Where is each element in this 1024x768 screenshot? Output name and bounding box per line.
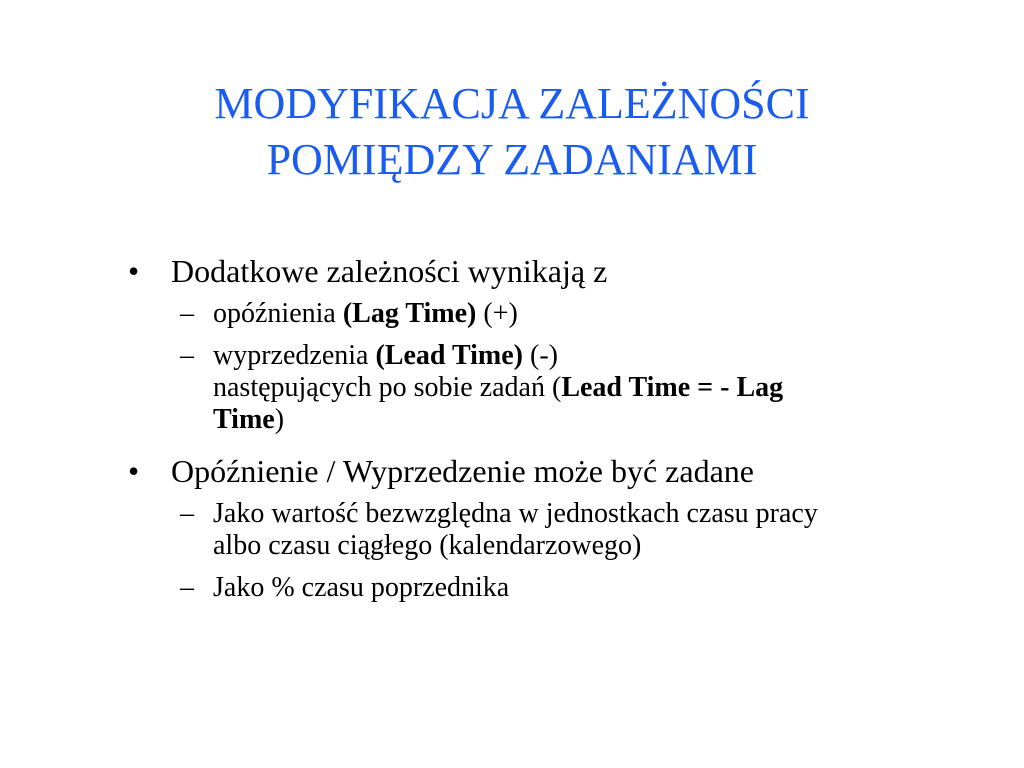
sub-bullet-text: Jako % czasu poprzednika <box>213 572 510 603</box>
sub-bullet-item <box>128 572 968 604</box>
dash-marker: – <box>180 498 194 529</box>
bullet-text: Opóźnienie / Wyprzedzenie może być zadane <box>171 453 754 489</box>
sub-bullet-item <box>128 340 968 436</box>
sub-bullet-line <box>213 404 968 436</box>
slide-title <box>0 76 1024 188</box>
sub-bullet-text <box>213 298 968 330</box>
dash-marker: – <box>180 572 194 603</box>
bullet-marker: • <box>128 453 140 489</box>
sub-bullet-item <box>128 498 968 562</box>
text-segment: opóźnienia <box>213 298 343 329</box>
slide-content <box>128 252 968 614</box>
bold-term: (Lead Time) <box>375 340 523 371</box>
bullet-marker: • <box>128 253 140 289</box>
dash-marker: – <box>180 340 194 371</box>
bold-term: Lead Time = - Lag <box>561 372 784 403</box>
text-segment: ) <box>274 404 285 435</box>
text-segment: (+) <box>476 298 518 329</box>
sub-bullet-line <box>213 372 968 404</box>
text-segment: następujących po sobie zadań ( <box>213 372 562 403</box>
bullet-item <box>128 252 968 290</box>
bold-term: Time <box>213 404 275 435</box>
text-segment: (-) <box>523 340 558 371</box>
bullet-item <box>128 452 968 490</box>
text-segment: wyprzedzenia <box>213 340 376 371</box>
title-line-1: MODYFIKACJA ZALEŻNOŚCI <box>214 79 810 128</box>
bullet-text: Dodatkowe zależności wynikają z <box>171 253 608 289</box>
sub-bullet-item <box>128 298 968 330</box>
dash-marker: – <box>180 298 194 329</box>
sub-bullet-line: albo czasu ciągłego (kalendarzowego) <box>213 530 642 561</box>
sub-bullet-line: Jako wartość bezwzględna w jednostkach czasu pracy <box>213 498 818 529</box>
sub-bullet-line <box>213 340 968 372</box>
bold-term: (Lag Time) <box>342 298 477 329</box>
title-line-2: POMIĘDZY ZADANIAMI <box>266 135 758 184</box>
